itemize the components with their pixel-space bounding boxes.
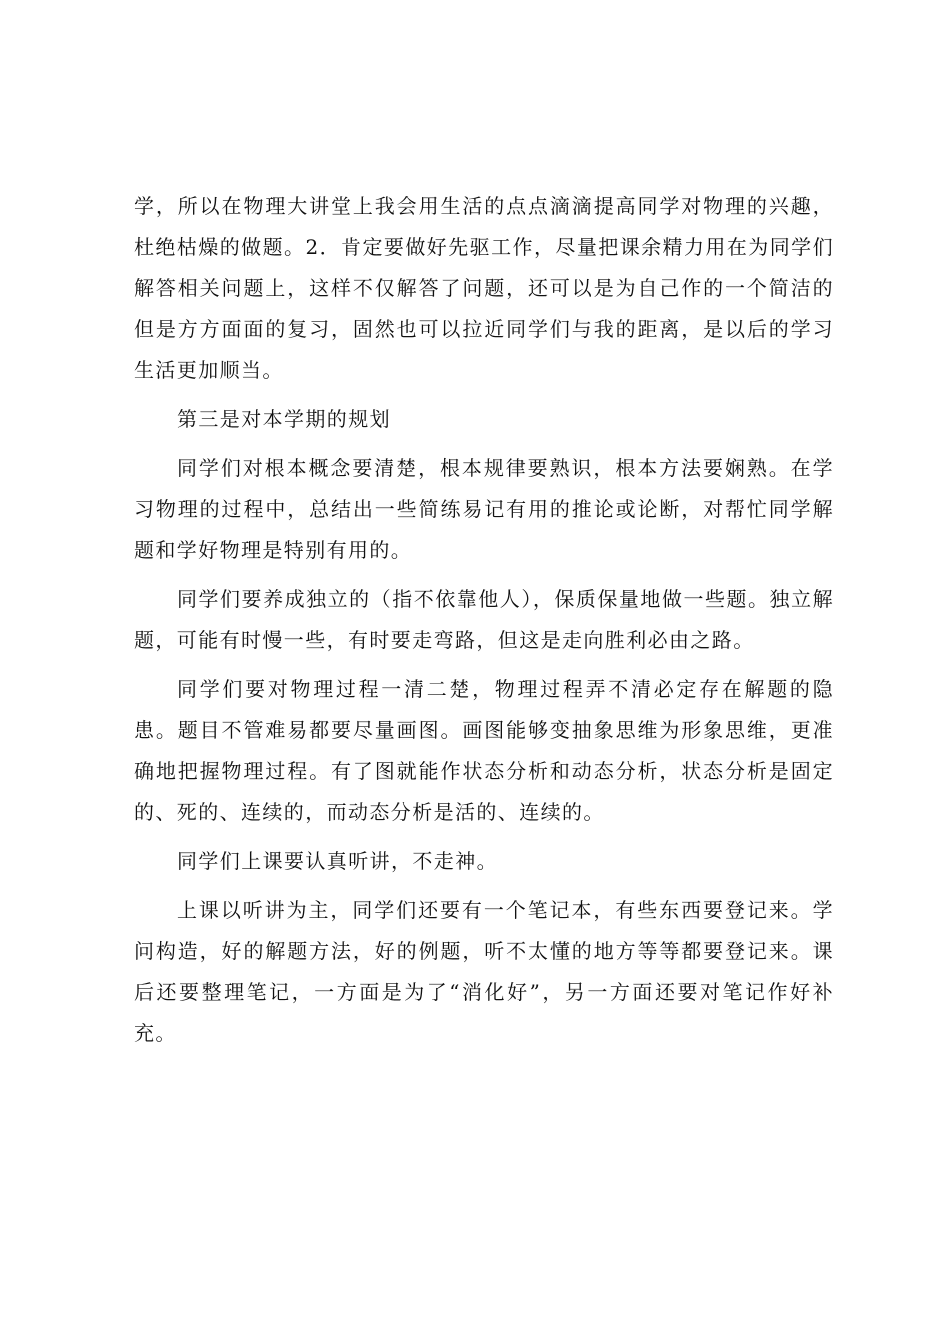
paragraph-concepts: 同学们对根本概念要清楚，根本规律要熟识，根本方法要娴熟。在学习物理的过程中，总结出一些简练易记有用的推论或论断，对帮忙同学解题和学好物理是特别有用的。	[134, 456, 834, 562]
section-heading-plan: 第三是对本学期的规划	[177, 407, 391, 431]
paragraph-listen-in-class: 同学们上课要认真听讲，不走神。	[177, 849, 498, 873]
paragraph-independent-work: 同学们要养成独立的（指不依靠他人），保质保量地做一些题。独立解题，可能有时慢一些，有时要走弯路，但这是走向胜利必由之路。	[134, 587, 834, 652]
paragraph-continuation: 学，所以在物理大讲堂上我会用生活的点点滴滴提高同学对物理的兴趣，杜绝枯燥的做题。2．肯定要做好先驱工作，尽量把课余精力用在为同学们解答相关问题上，这样不仅解答了问题，还可以是为自己作的一个简洁的但是方方面面的复习，固然也可以拉近同学们与我的距离，是以后的学习生活更加顺当。	[134, 194, 834, 382]
paragraph-physical-process: 同学们要对物理过程一清二楚，物理过程弄不清必定存在解题的隐患。题目不管难易都要尽量画图。画图能够变抽象思维为形象思维，更准确地把握物理过程。有了图就能作状态分析和动态分析，状态分析是固定的、死的、连续的，而动态分析是活的、连续的。	[134, 677, 834, 824]
paragraph-notebook: 上课以听讲为主，同学们还要有一个笔记本，有些东西要登记来。学问构造，好的解题方法，好的例题，听不太懂的地方等等都要登记来。课后还要整理笔记，一方面是为了“消化好”，另一方面还要对笔记作好补充。	[134, 898, 834, 1045]
document-body	[134, 186, 834, 1054]
